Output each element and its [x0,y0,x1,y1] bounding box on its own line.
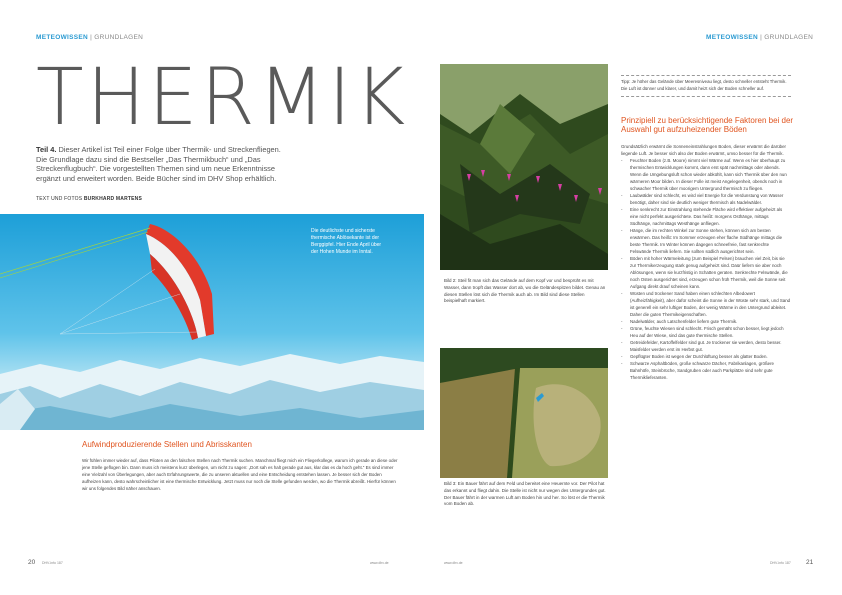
caption-bild-2: Bild 2: Steil fit man sich das Gelände auf dem Kopf vor und besprüht es mit Wasser, dann tropft das Wasser dort ab, wo die Geländespitzen bildet. Genau an diesen Stellen löst sich die Thermik auch ab. Im Bild sind diese Stellen beispielhaft markiert. [444,278,606,304]
footer-url-left: www.dhv.de [370,561,389,565]
list-item: - Laubwälder sind schlecht, es wird viel Energie für die Verdunstung von Wasser benötigt, daher sind sie deutlich weniger thermisch als Nadelwälder. [621,193,784,205]
list-item: - Schwarze Asphaltböden, große schwarze Dächer, Fabrikanlagen, größere Bahnhöfe, Steinbrüche, Sandgruben oder auch Parkplätze sind sehr gute Thermiklieferanten. [621,361,774,380]
list-item: - Böden mit hoher Wärmeleitung (zum Beispiel Felsen) brauchen viel Zeit, bis sie zur Thermikerzeugung stark genug aufgeheizt sind. Daür liefern sie aber noch Ablösungen, wenn sie kurzfristig in Schatten geraten. Senkrechte Felswände, die noch Osten ausgerichtet sind, erzeugen schon früh Thermik, weil die Sonne seit Aufgang direkt drauf scheinen kann. [621,256,788,289]
forest-aerial-photo [440,64,608,270]
list-item: - Hänge, die im rechten Winkel zur Sonne stehen, können sich am besten erwärmen. Das heißt: Im Sommer erzeugen eher flache Südhänge mittags die beste Thermik. Im Winter können dagegen schneefreie, fast senkrechte Felswände Thermik liefern. Sie sollten südlich ausgerichtet sein. [621,228,783,254]
factors-list [621,143,791,381]
photo-caption-left: Die deutlichste und sicherste thermische Ablösekante ist der Berggipfel. Hier Ende April über der Hohen Munde im Inntal. [311,228,382,255]
factors-intro: Grundsätzlich erwärmt die Sonneneinstrahlungen Boden, dieser erwärmt die darüber liegende Luft. Je besser sich also der Boden erwärmt, umso besser für die Thermik. [621,144,786,156]
running-head-left: METEOWISSEN | GRUNDLAGEN [36,34,144,41]
list-item: - Grüne, feuchte Wiesen sind schlecht. Frisch gemäht schon besser, liegt jedoch Heu auf der Wiese, sind das gute thermische Stellen. [621,326,784,338]
intro-lead: Teil 4. [36,145,57,154]
section-heading: Aufwindproduzierende Stellen und Abrisskanten [82,440,252,449]
page-title: THERMIK [36,53,409,143]
list-item: - Eine senkrecht zur Einstrahlung stehende Fläche wird effektiver aufgeheizt als eine nicht perfekt ausgerichtete. Das heißt: morgens Osthänge, mittags Südhänge, nachmittags Westhänge anfliegen. [621,207,783,226]
footer-mag-left: DHV-info 187 [42,561,63,565]
page-number-left: 20 [28,559,36,566]
intro-text: Dieser Artikel ist Teil einer Folge über Thermik- und Streckenfliegen. Die Grundlage dazu sind die Bestseller „Das Thermikbuch“ und „Das Streckenflugbuch“. Die vorgestellten Themen sind um neue Erkenntnisse ergänzt und erweitert worden. Beide Bücher sind im DHV Shop erhältlich. [36,145,281,183]
field-aerial-art [440,348,608,478]
list-item: - Wüsten und trockener Sand haben einen schlechten Albedowert (Aufheizfähigkeit), aber dafür scheint die Sonne in der Wüste sehr stark, und Sand ist generell ein sehr luftiger Boden, der wenig Wärme in den Untergrund ableitet. Daher die guten Thermikeigenschaften. [621,291,791,317]
field-aerial-photo [440,348,608,478]
list-item: - Gepflügter Boden ist wegen der Durchlüftung besser als glatter Boden. [621,354,768,359]
forest-aerial-art [440,64,608,270]
list-item: - Nadelwälder, auch Latschenfelder liefern gute Thermik. [621,319,738,324]
caption-bild-3: Bild 3: Ein Bauer fährt auf dem Feld und bereitet eine Heuernte vor. Der Pilot hat das erkannt und fliegt dahin. Die Stelle ist nicht nur wegen des Untergrundes gut. Der Bauer fährt in der warmen Luft am Boden hin und her. So löst er die Thermik vom Boden ab. [444,481,606,507]
list-item: - Feuchter Boden (z.B. Moore) nimmt viel Wärme auf. Wenn es hier überhaupt zu thermischen Entwicklungen kommt, dann erst spät nachmittags oder abends. Wenn die Umgebungsluft schon wieder abkühlt, kann sich Thermik über den nun wärmeren Moor bilden. In dieser Folle ist meist Angelegenheit, obends noch in schwacher Thermik über moorigem Untergrund thermisch zu fliegen. [621,158,787,191]
section-text: Wir fühlen immer wieder auf, dass Piloten an den falschen Stellen nach Thermik suchen. Manchmal fliegt mich ein Fliegerkollege, warum ich gerade an diese oder jene Stelle geflogen bin. Dann muss ich meistens kurz überlegen, um nicht zu sagen: „Dort sah es halt gerade gut aus, klar das es da hoch geht.“ Es sind immer eine Vielzahl von Überlegungen, aber auch Erfahrungswerte, die zu unseren aktuellen und eine Entscheidung entstehen lassen. Je besser sich der Boden aufheizen kann, desto wahrscheinlicher ist eine thermische Entwicklung. Jetzt muss nur noch die Stelle gefunden werden, wo die Thermik abreißt. Hierfür können wir uns folgendes Bild näher anschauen. [82,458,398,491]
running-head-right: METEOWISSEN | GRUNDLAGEN [706,34,814,41]
page-number-right: 21 [806,559,814,566]
factors-heading: Prinzipiell zu berücksichtigende Faktoren bei der Auswahl gut aufzuheizender Böden [621,116,794,134]
tip-box: Tipp: Je höher das Gelände über Meeresniveau liegt, desto schneller entsteht Thermik. Die Luft ist dünner und klarer, und damit heizt sich der Boden schneller auf. [621,75,791,97]
footer-url-right: www.dhv.de [444,561,463,565]
list-item: - Getreidefelder, Kartoffelfelder sind gut. Je trockener sie werden, desto besser. Maisfelder werden erst im Herbst gut. [621,340,782,352]
footer-mag-right: DHV-info 187 [770,561,791,565]
intro-paragraph [36,145,286,183]
credit-line: TEXT UND FOTOS BURKHARD MARTENS [36,196,143,202]
